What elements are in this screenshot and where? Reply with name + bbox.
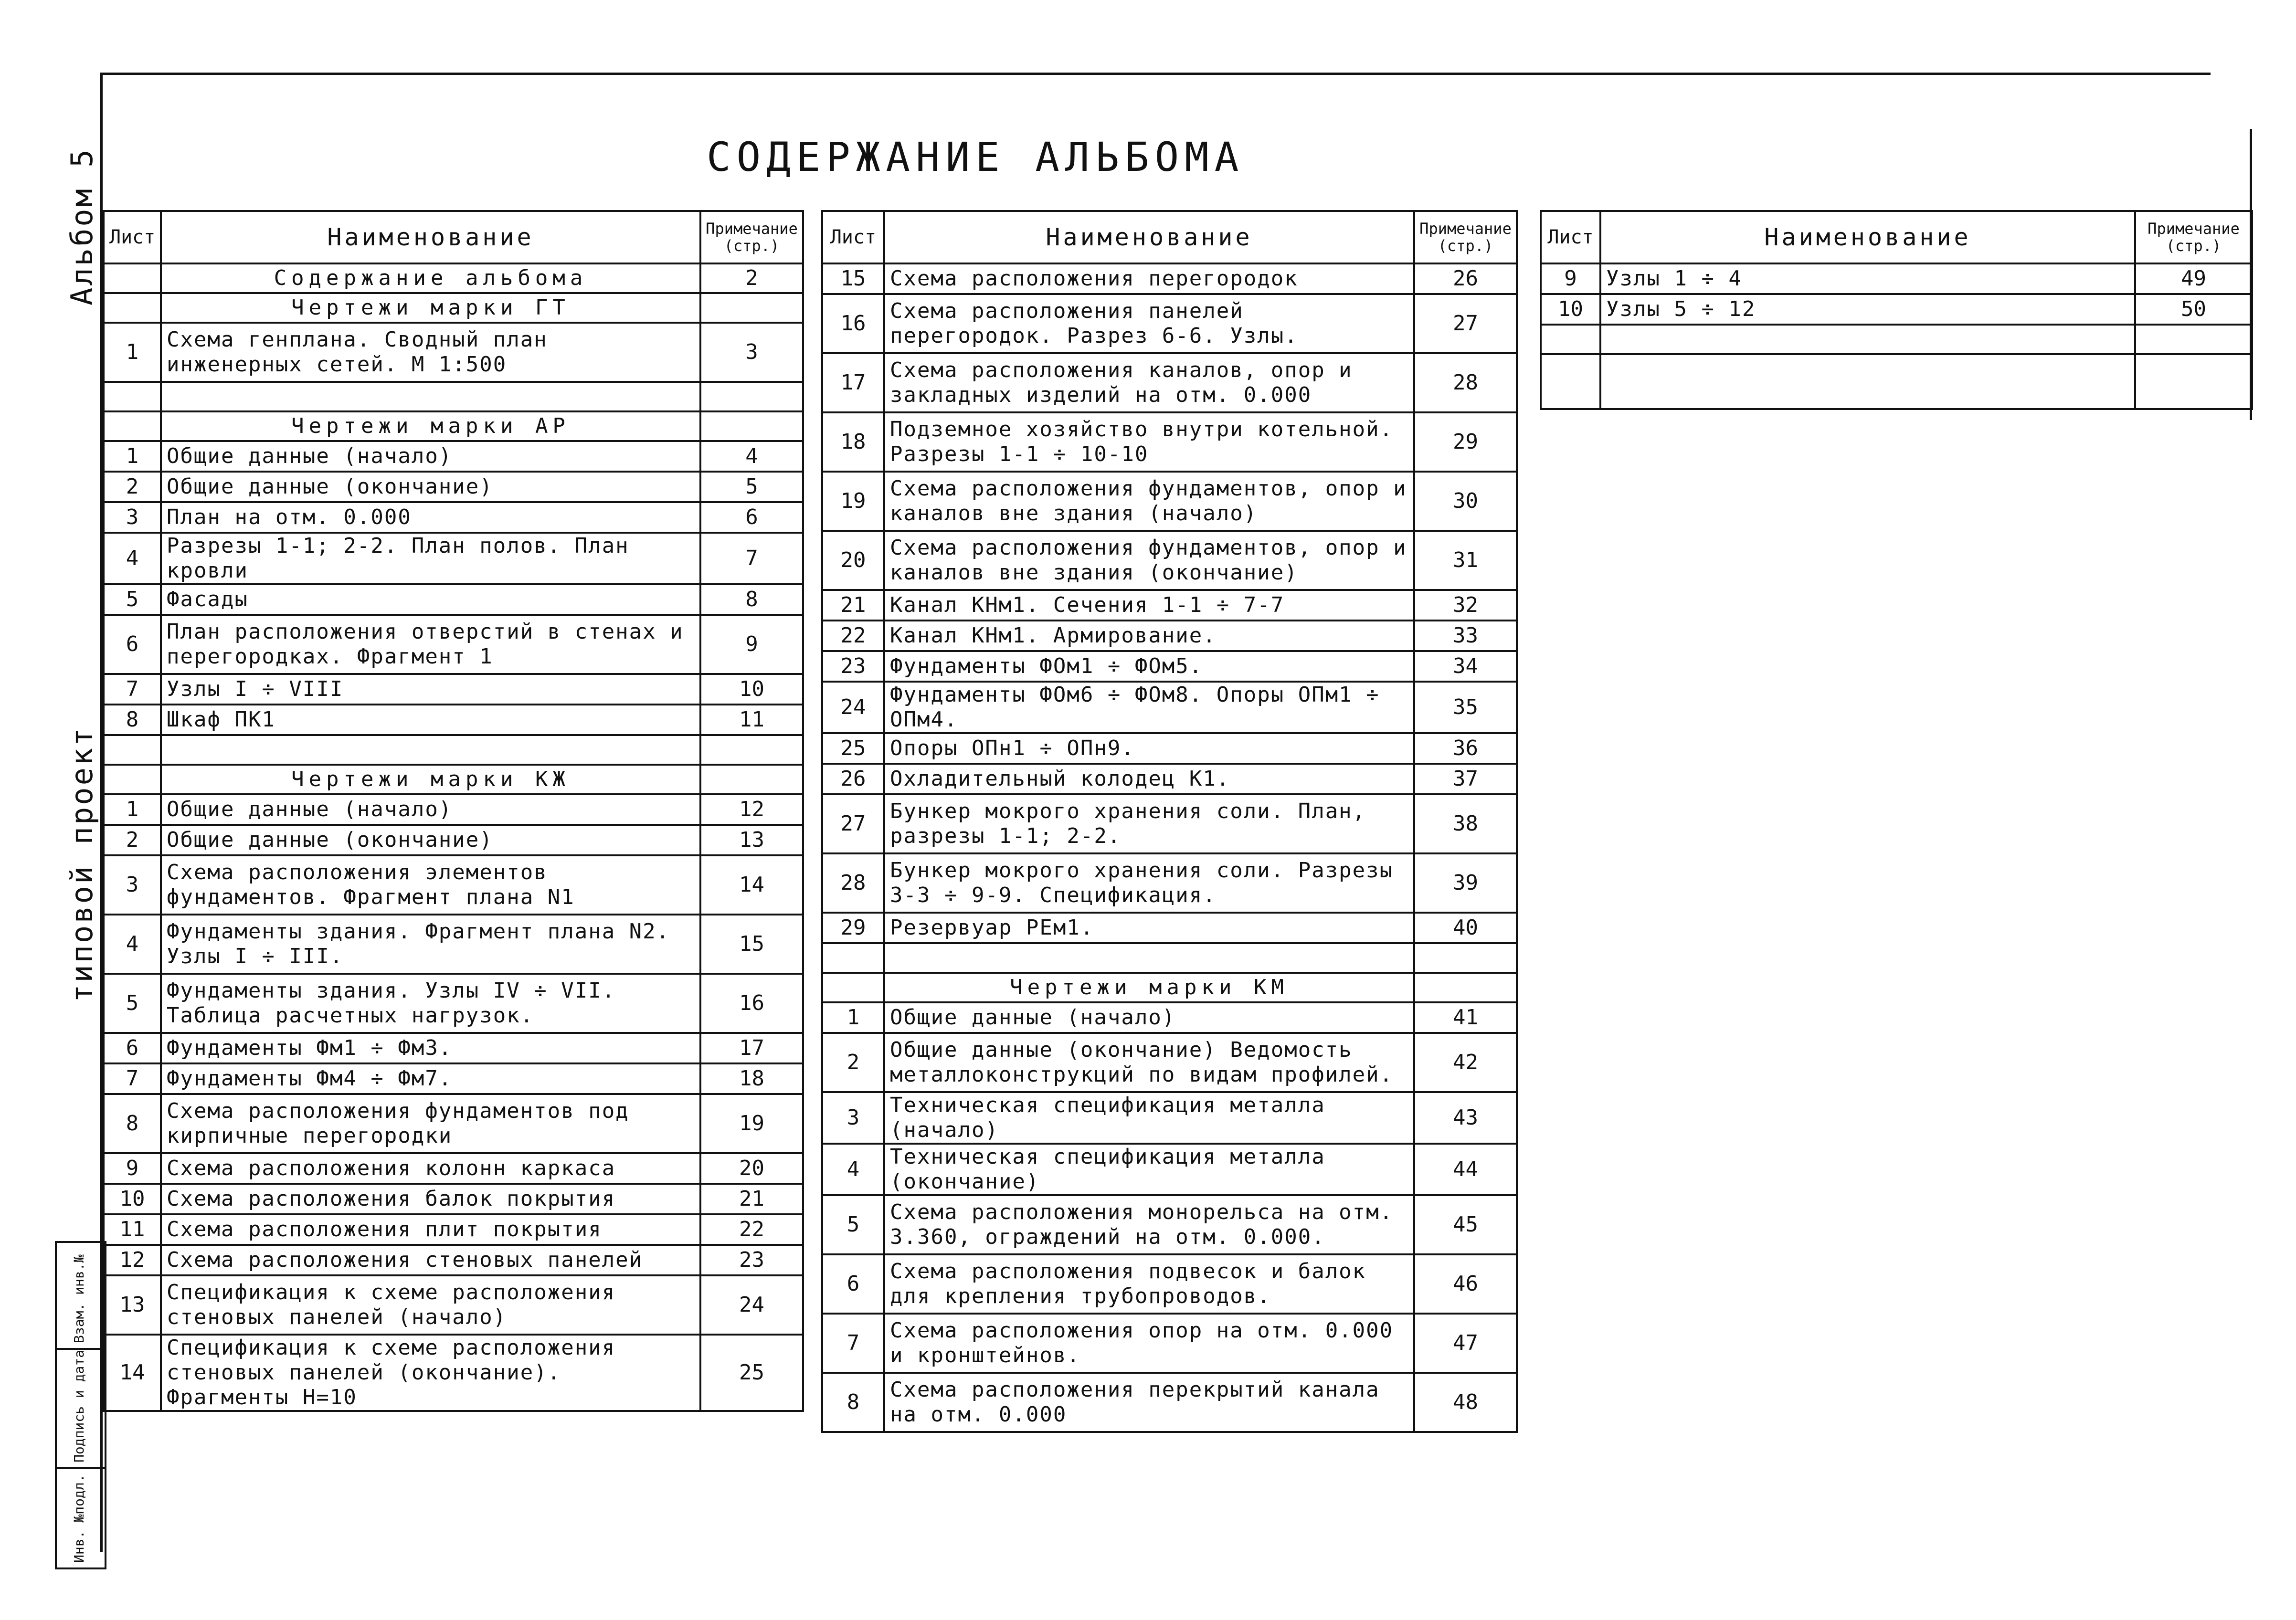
sheet-number — [1541, 354, 1600, 409]
sheet-name: Общие данные (окончание) — [161, 825, 700, 855]
page-number — [700, 382, 803, 411]
table-row — [822, 353, 1517, 412]
page-number: 32 — [1414, 590, 1517, 621]
sheet-name: Узлы 5 ÷ 12 — [1600, 294, 2135, 325]
sheet-name: Узлы I ÷ VIII — [161, 674, 700, 705]
page-number — [700, 765, 803, 794]
header-name: Наименование — [884, 211, 1414, 263]
page-number — [700, 735, 803, 765]
sheet-number: 10 — [1541, 294, 1600, 325]
table-row — [104, 441, 803, 472]
page-number: 16 — [700, 974, 803, 1033]
sheet-name: Схема расположения перекрытий канала на отм. 0.000 — [884, 1373, 1414, 1432]
sheet-number: 28 — [822, 853, 884, 913]
sheet-number: 4 — [822, 1144, 884, 1195]
sheet-number: 10 — [104, 1184, 161, 1214]
sheet-name: План на отм. 0.000 — [161, 502, 700, 533]
sheet-number — [104, 735, 161, 765]
table-row — [822, 794, 1517, 853]
sheet-name: Чертежи марки КЖ — [161, 765, 700, 794]
sheet-name — [161, 382, 700, 411]
contents-table-2 — [821, 210, 1518, 1433]
page-number: 13 — [700, 825, 803, 855]
page-number: 37 — [1414, 764, 1517, 794]
header-note: Примечание (стр.) — [2135, 211, 2252, 263]
sheet-number: 9 — [104, 1153, 161, 1184]
sheet-name: Схема расположения панелей перегородок. Разрез 6-6. Узлы. — [884, 294, 1414, 353]
page-number: 35 — [1414, 682, 1517, 733]
table-row — [822, 621, 1517, 651]
page-number: 24 — [700, 1275, 803, 1335]
sheet-number: 9 — [1541, 263, 1600, 294]
table-row — [104, 974, 803, 1033]
table-row — [104, 1033, 803, 1063]
sheet-name: Схема расположения опор на отм. 0.000 и кронштейнов. — [884, 1314, 1414, 1373]
sheet-number: 13 — [104, 1275, 161, 1335]
sheet-name: Чертежи марки ГТ — [161, 293, 700, 323]
frame-top-line — [100, 73, 2211, 75]
page-number: 5 — [700, 472, 803, 502]
project-label: типовой проект — [64, 726, 99, 1002]
sheet-name: Общие данные (начало) — [161, 794, 700, 825]
sheet-number — [822, 973, 884, 1002]
sheet-name: Схема расположения подвесок и балок для крепления трубопроводов. — [884, 1254, 1414, 1314]
sheet-number: 29 — [822, 913, 884, 943]
stamp-block — [55, 1241, 106, 1569]
sheet-number — [104, 263, 161, 293]
table-row — [822, 1144, 1517, 1195]
page-number: 6 — [700, 502, 803, 533]
sheet-name: Схема расположения колонн каркаса — [161, 1153, 700, 1184]
table-row — [822, 943, 1517, 973]
page-number: 27 — [1414, 294, 1517, 353]
page-number: 45 — [1414, 1195, 1517, 1254]
table-row — [822, 263, 1517, 294]
table-row — [1541, 325, 2252, 354]
table-row — [104, 915, 803, 974]
sheet-name: Общие данные (окончание) — [161, 472, 700, 502]
table-row — [822, 472, 1517, 531]
table-row — [104, 825, 803, 855]
page-number: 26 — [1414, 263, 1517, 294]
page-number: 21 — [700, 1184, 803, 1214]
sheet-name: Узлы 1 ÷ 4 — [1600, 263, 2135, 294]
sheet-number: 4 — [104, 533, 161, 584]
sheet-number: 5 — [104, 584, 161, 615]
table-row — [104, 735, 803, 765]
contents-table-1 — [103, 210, 804, 1412]
sheet-number — [104, 765, 161, 794]
section-row — [104, 765, 803, 794]
sheet-name: Схема расположения фундаментов под кирпичные перегородки — [161, 1094, 700, 1153]
table-row — [822, 1092, 1517, 1144]
table-row — [104, 502, 803, 533]
sheet-number: 2 — [104, 825, 161, 855]
table-row — [104, 1214, 803, 1245]
sheet-name: Общие данные (начало) — [884, 1002, 1414, 1033]
sheet-number — [822, 943, 884, 973]
page-number: 11 — [700, 705, 803, 735]
table-row — [104, 615, 803, 674]
sheet-name: Фундаменты здания. Фрагмент плана N2. Узлы I ÷ III. — [161, 915, 700, 974]
sheet-name: Чертежи марки КМ — [884, 973, 1414, 1002]
sheet-number — [104, 411, 161, 441]
section-row — [104, 263, 803, 293]
table-row — [104, 382, 803, 411]
table-row — [104, 472, 803, 502]
page-number: 47 — [1414, 1314, 1517, 1373]
table-row — [104, 1184, 803, 1214]
header-name: Наименование — [1600, 211, 2135, 263]
sheet-number: 7 — [104, 674, 161, 705]
page-number: 41 — [1414, 1002, 1517, 1033]
sheet-name: Схема расположения каналов, опор и закладных изделий на отм. 0.000 — [884, 353, 1414, 412]
sheet-name: Техническая спецификация металла (начало) — [884, 1092, 1414, 1144]
sheet-number: 6 — [104, 615, 161, 674]
page-number: 42 — [1414, 1033, 1517, 1092]
page-number: 36 — [1414, 733, 1517, 764]
header-sheet: Лист — [822, 211, 884, 263]
sheet-number: 20 — [822, 531, 884, 590]
page-number: 15 — [700, 915, 803, 974]
table-row — [822, 1373, 1517, 1432]
sheet-name: Схема расположения элементов фундаментов. Фрагмент плана N1 — [161, 855, 700, 915]
sheet-name: Бункер мокрого хранения соли. План, разрезы 1-1; 2-2. — [884, 794, 1414, 853]
sheet-number: 3 — [104, 502, 161, 533]
sheet-number — [1541, 325, 1600, 354]
sheet-name: Фундаменты ФОм1 ÷ ФОм5. — [884, 651, 1414, 682]
table-row — [822, 531, 1517, 590]
page-number: 34 — [1414, 651, 1517, 682]
table-row — [104, 323, 803, 382]
sheet-name: Опоры ОПн1 ÷ ОПн9. — [884, 733, 1414, 764]
sheet-number — [104, 293, 161, 323]
stamp-label-sign: Подпись и дата — [71, 1349, 87, 1462]
table-row — [822, 1002, 1517, 1033]
sheet-name: Схема расположения стеновых панелей — [161, 1245, 700, 1275]
page-number: 40 — [1414, 913, 1517, 943]
sheet-number: 27 — [822, 794, 884, 853]
page-number — [2135, 354, 2252, 409]
header-sheet: Лист — [1541, 211, 1600, 263]
page-number: 30 — [1414, 472, 1517, 531]
sheet-name: Общие данные (начало) — [161, 441, 700, 472]
sheet-number: 17 — [822, 353, 884, 412]
table-row — [822, 913, 1517, 943]
page-number: 48 — [1414, 1373, 1517, 1432]
table-row — [822, 412, 1517, 472]
sheet-name: Подземное хозяйство внутри котельной. Разрезы 1-1 ÷ 10-10 — [884, 412, 1414, 472]
sheet-name: Схема расположения фундаментов, опор и каналов вне здания (начало) — [884, 472, 1414, 531]
table-row — [822, 294, 1517, 353]
sheet-name: Чертежи марки АР — [161, 411, 700, 441]
page-number: 31 — [1414, 531, 1517, 590]
page-number: 43 — [1414, 1092, 1517, 1144]
section-row — [104, 411, 803, 441]
contents-table-3 — [1540, 210, 2253, 410]
sheet-name: Разрезы 1-1; 2-2. План полов. План кровли — [161, 533, 700, 584]
sheet-number: 7 — [822, 1314, 884, 1373]
sheet-number: 19 — [822, 472, 884, 531]
table-row — [104, 1275, 803, 1335]
page-number — [1414, 943, 1517, 973]
table-row — [104, 1094, 803, 1153]
page-number: 23 — [700, 1245, 803, 1275]
page-number — [2135, 325, 2252, 354]
sheet-name — [161, 735, 700, 765]
sheet-name: Спецификация к схеме расположения стеновых панелей (начало) — [161, 1275, 700, 1335]
sheet-number: 8 — [104, 705, 161, 735]
sheet-name — [1600, 354, 2135, 409]
table-row — [822, 1254, 1517, 1314]
page-number: 20 — [700, 1153, 803, 1184]
page-number: 22 — [700, 1214, 803, 1245]
page-number: 28 — [1414, 353, 1517, 412]
sheet-number: 5 — [822, 1195, 884, 1254]
sheet-number: 15 — [822, 263, 884, 294]
table-row — [822, 764, 1517, 794]
page-number — [700, 411, 803, 441]
sheet-name: Фундаменты Фм1 ÷ Фм3. — [161, 1033, 700, 1063]
page-number: 8 — [700, 584, 803, 615]
header-sheet: Лист — [104, 211, 161, 263]
sheet-number: 18 — [822, 412, 884, 472]
page-number: 50 — [2135, 294, 2252, 325]
sheet-name: План расположения отверстий в стенах и перегородках. Фрагмент 1 — [161, 615, 700, 674]
header-note: Примечание (стр.) — [1414, 211, 1517, 263]
sheet-number: 8 — [104, 1094, 161, 1153]
sheet-number: 4 — [104, 915, 161, 974]
page-number: 19 — [700, 1094, 803, 1153]
page-number: 39 — [1414, 853, 1517, 913]
sheet-name: Схема расположения плит покрытия — [161, 1214, 700, 1245]
sheet-name: Схема расположения монорельса на отм. 3.360, ограждений на отм. 0.000. — [884, 1195, 1414, 1254]
table-row — [104, 855, 803, 915]
page-number: 10 — [700, 674, 803, 705]
sheet-number: 22 — [822, 621, 884, 651]
sheet-name: Охладительный колодец К1. — [884, 764, 1414, 794]
stamp-label-inv: Инв. №подл. — [71, 1474, 87, 1563]
sheet-number: 11 — [104, 1214, 161, 1245]
sheet-number: 2 — [104, 472, 161, 502]
table-row — [822, 1195, 1517, 1254]
sheet-name: Схема расположения фундаментов, опор и каналов вне здания (окончание) — [884, 531, 1414, 590]
sheet-number: 25 — [822, 733, 884, 764]
sheet-name: Канал КНм1. Армирование. — [884, 621, 1414, 651]
sheet-number: 7 — [104, 1063, 161, 1094]
sheet-number: 1 — [822, 1002, 884, 1033]
section-row — [104, 293, 803, 323]
page-number — [1414, 973, 1517, 1002]
page-number: 33 — [1414, 621, 1517, 651]
stamp-label-replace: Взам. инв.№ — [71, 1254, 87, 1343]
table-row — [822, 1314, 1517, 1373]
table-row — [104, 794, 803, 825]
header-name: Наименование — [161, 211, 700, 263]
page-number: 17 — [700, 1033, 803, 1063]
sheet-name: Фундаменты Фм4 ÷ Фм7. — [161, 1063, 700, 1094]
table-row — [1541, 294, 2252, 325]
sheet-name: Схема расположения балок покрытия — [161, 1184, 700, 1214]
sheet-number: 3 — [822, 1092, 884, 1144]
sheet-number: 2 — [822, 1033, 884, 1092]
table-row — [104, 1335, 803, 1411]
page-number: 18 — [700, 1063, 803, 1094]
sheet-name: Схема расположения перегородок — [884, 263, 1414, 294]
table-row — [822, 733, 1517, 764]
sheet-number: 1 — [104, 323, 161, 382]
page-number: 3 — [700, 323, 803, 382]
table-row — [822, 682, 1517, 733]
sheet-number: 6 — [104, 1033, 161, 1063]
sheet-name: Фундаменты здания. Узлы IV ÷ VII. Таблица расчетных нагрузок. — [161, 974, 700, 1033]
table-row — [822, 853, 1517, 913]
sheet-number — [104, 382, 161, 411]
sheet-name: Фундаменты ФОм6 ÷ ФОм8. Опоры ОПм1 ÷ ОПм4. — [884, 682, 1414, 733]
sheet-number: 26 — [822, 764, 884, 794]
table-row — [1541, 354, 2252, 409]
sheet-number: 24 — [822, 682, 884, 733]
page-number: 4 — [700, 441, 803, 472]
sheet-name: Канал КНм1. Сечения 1-1 ÷ 7-7 — [884, 590, 1414, 621]
page-number: 38 — [1414, 794, 1517, 853]
sheet-name: Бункер мокрого хранения соли. Разрезы 3-3 ÷ 9-9. Спецификация. — [884, 853, 1414, 913]
table-row — [104, 533, 803, 584]
page-number: 25 — [700, 1335, 803, 1411]
sheet-name — [1600, 325, 2135, 354]
table-row — [104, 1153, 803, 1184]
table-row — [822, 1033, 1517, 1092]
page-number: 29 — [1414, 412, 1517, 472]
page-number — [700, 293, 803, 323]
table-row — [822, 651, 1517, 682]
sheet-number: 6 — [822, 1254, 884, 1314]
sheet-name: Схема генплана. Сводный план инженерных сетей. М 1:500 — [161, 323, 700, 382]
sheet-number: 3 — [104, 855, 161, 915]
sheet-number: 14 — [104, 1335, 161, 1411]
sheet-number: 8 — [822, 1373, 884, 1432]
page-number: 2 — [700, 263, 803, 293]
sheet-number: 16 — [822, 294, 884, 353]
sheet-name: Резервуар РЕм1. — [884, 913, 1414, 943]
sheet-number: 5 — [104, 974, 161, 1033]
sheet-name: Содержание альбома — [161, 263, 700, 293]
page-title: СОДЕРЖАНИЕ АЛЬБОМА — [707, 134, 1245, 180]
sheet-name: Шкаф ПК1 — [161, 705, 700, 735]
sheet-number: 23 — [822, 651, 884, 682]
sheet-name: Общие данные (окончание) Ведомость металлоконструкций по видам профилей. — [884, 1033, 1414, 1092]
table-row — [104, 674, 803, 705]
page-number: 12 — [700, 794, 803, 825]
table-row — [104, 705, 803, 735]
page-number: 44 — [1414, 1144, 1517, 1195]
page-number: 7 — [700, 533, 803, 584]
sheet-name: Фасады — [161, 584, 700, 615]
sheet-number: 1 — [104, 794, 161, 825]
table-row — [104, 1245, 803, 1275]
sheet-number: 21 — [822, 590, 884, 621]
page-number: 46 — [1414, 1254, 1517, 1314]
table-row — [822, 590, 1517, 621]
sheet-name — [884, 943, 1414, 973]
page-number: 14 — [700, 855, 803, 915]
album-label: Альбом 5 — [64, 147, 99, 305]
section-row — [822, 973, 1517, 1002]
sheet-number: 1 — [104, 441, 161, 472]
sheet-name: Техническая спецификация металла (окончание) — [884, 1144, 1414, 1195]
page-number: 9 — [700, 615, 803, 674]
table-row — [104, 584, 803, 615]
table-row — [1541, 263, 2252, 294]
sheet-number: 12 — [104, 1245, 161, 1275]
table-row — [104, 1063, 803, 1094]
header-note: Примечание (стр.) — [700, 211, 803, 263]
sheet-name: Спецификация к схеме расположения стеновых панелей (окончание). Фрагменты Н=10 — [161, 1335, 700, 1411]
page-number: 49 — [2135, 263, 2252, 294]
